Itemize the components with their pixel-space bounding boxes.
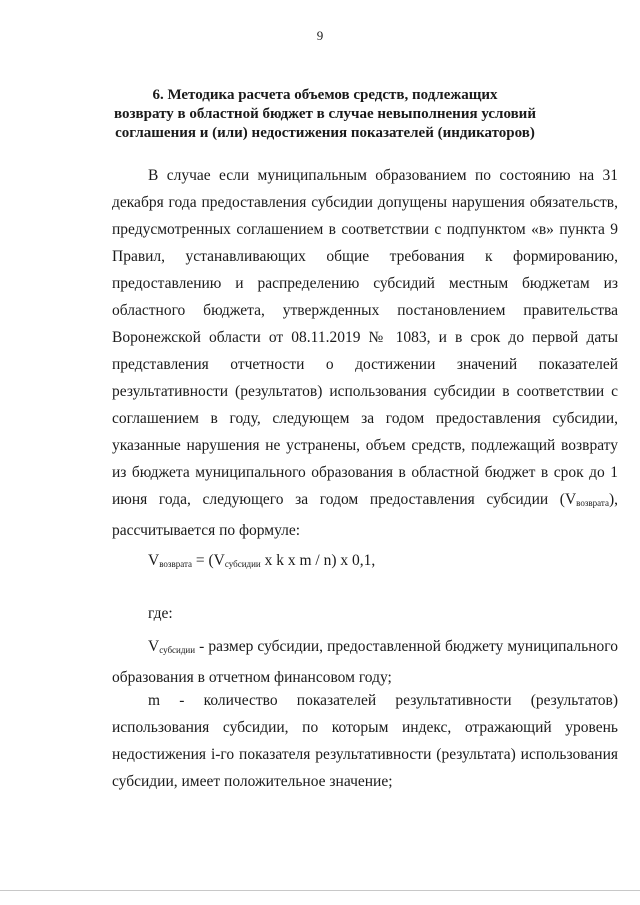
paragraph-conditions xyxy=(112,162,618,544)
heading-line-2: возврату в областной бюджет в случае невыполнения условий xyxy=(114,106,536,122)
subscript-return: возврата xyxy=(576,498,609,508)
section-heading xyxy=(110,86,540,143)
paragraph-text: В случае если муниципальным образованием по состоянию на 31 декабря года предоставления субсидии допущены нарушения обязательств, предусмотренных соглашением в соответствии с подпунктом «в» пункта 9 Правил, устанавливающих общие требования к формированию, предоставлению и распределению субсидий местным бюджетам из областного бюджета, утвержденных постановлением правительства Воронежской области от 08.11.2019 № 1083, и в срок до первой даты представления отчетности о достижении значений показателей результативности (результатов) использования субсидии в соответствии с соглашением в году, следующем за годом предоставления субсидии, указанные нарушения не устранены, объем средств, подлежащий возврату из бюджета муниципального образования в областной бюджет в срок до 1 июня года, следующего за годом предоставления субсидии (V xyxy=(112,167,618,508)
heading-line-1: 6. Методика расчета объемов средств, подлежащих xyxy=(152,87,498,103)
definition-sub: субсидии xyxy=(159,645,196,655)
where-label: где: xyxy=(148,605,173,622)
definition-text: - размер субсидии, предоставленной бюджету муниципального образования в отчетном финансовом году; xyxy=(112,638,618,686)
formula-rest: x k x m / n) x 0,1, xyxy=(260,552,376,569)
definition-v-subsidy xyxy=(112,633,618,691)
definition-m: m - количество показателей результативности (результатов) использования субсидии, по которым индекс, отражающий уровень недостижения i-го показателя результативности (результата) использования субсидии, имеет положительное значение; xyxy=(112,692,618,790)
definition-v: V xyxy=(148,638,160,655)
return-formula xyxy=(148,552,375,570)
formula-mid: = (V xyxy=(192,552,225,569)
formula-sub-return: возврата xyxy=(159,559,192,569)
formula-sub-subsidy: субсидии xyxy=(224,559,261,569)
page-number: 9 xyxy=(316,28,324,43)
formula-v: V xyxy=(148,552,160,569)
paragraph-text-end: ), рассчитывается по формуле: xyxy=(112,491,618,539)
heading-line-3: соглашения и (или) недостижения показателей (индикаторов) xyxy=(115,125,535,141)
page-bottom-edge xyxy=(0,890,640,891)
